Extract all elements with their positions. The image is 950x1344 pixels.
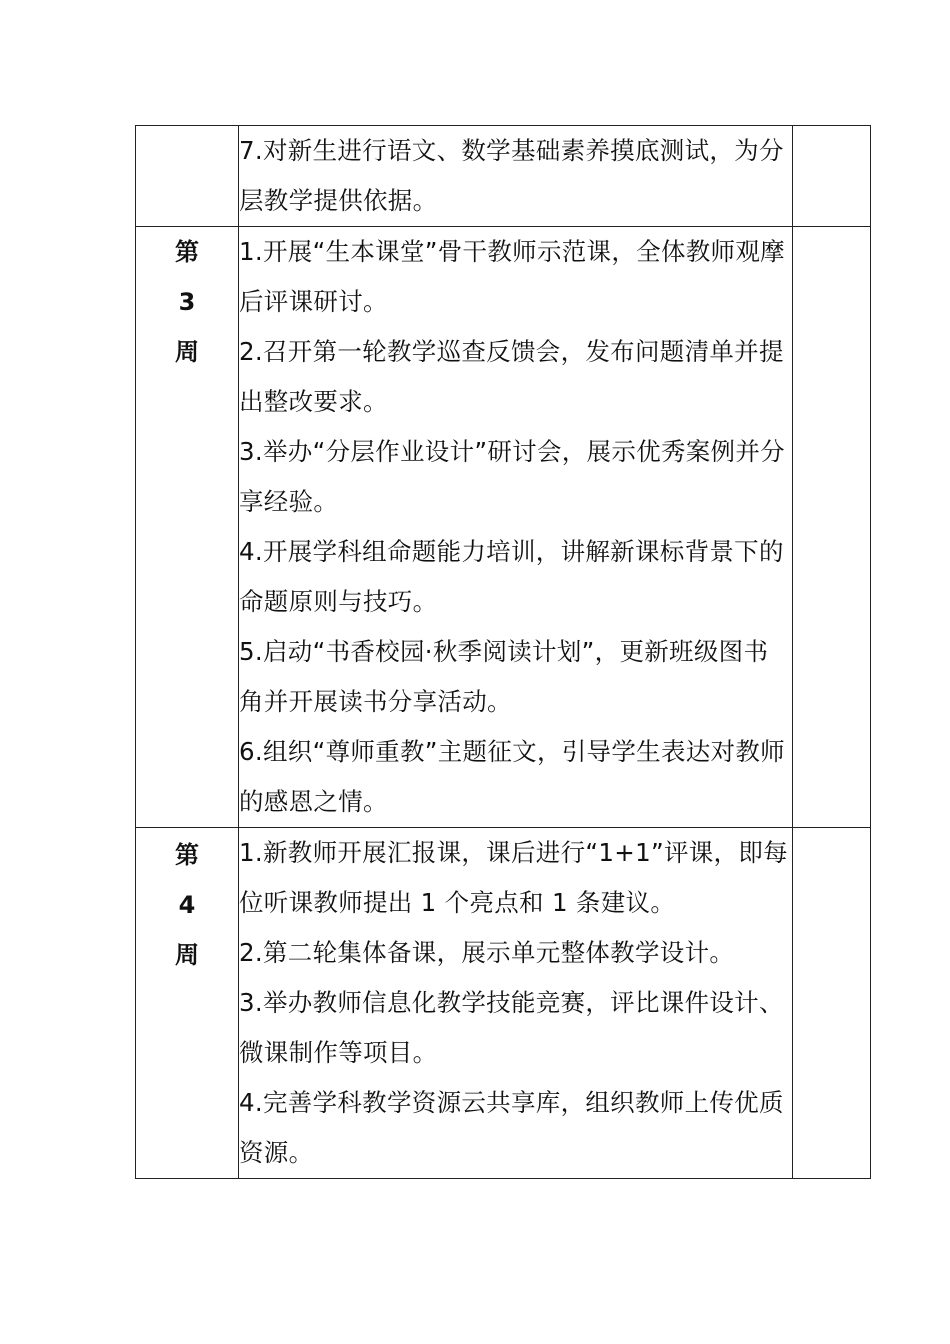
week-cell <box>136 126 239 227</box>
week-label-char: 周 <box>175 941 199 969</box>
table-row <box>136 126 871 227</box>
table-row <box>136 227 871 828</box>
list-item: 7.对新生进行语文、数学基础素养摸底测试，为分层教学提供依据。 <box>239 136 784 215</box>
week-label-char: 第 <box>175 841 199 869</box>
content-cell <box>239 828 793 1179</box>
note-cell <box>793 126 871 227</box>
note-cell <box>793 227 871 828</box>
week-cell <box>136 828 239 1179</box>
list-item: 3.举办“分层作业设计”研讨会，展示优秀案例并分享经验。 <box>239 437 785 516</box>
week-number: 4 <box>178 891 196 919</box>
week-number: 3 <box>178 288 196 316</box>
table-row <box>136 828 871 1179</box>
schedule-table <box>135 125 871 1179</box>
list-item: 1.新教师开展汇报课，课后进行“1+1”评课，即每位听课教师提出 1 个亮点和 1 条建议。 <box>239 838 788 917</box>
list-item: 6.组织“尊师重教”主题征文，引导学生表达对教师的感恩之情。 <box>239 737 785 816</box>
week-label-char: 第 <box>175 238 199 266</box>
week-label-char: 周 <box>175 338 199 366</box>
note-cell <box>793 828 871 1179</box>
list-item: 4.开展学科组命题能力培训，讲解新课标背景下的命题原则与技巧。 <box>239 537 784 616</box>
list-item: 5.启动“书香校园·秋季阅读计划”，更新班级图书角并开展读书分享活动。 <box>239 637 769 716</box>
list-item: 3.举办教师信息化教学技能竞赛，评比课件设计、微课制作等项目。 <box>239 988 784 1067</box>
list-item: 2.召开第一轮教学巡查反馈会，发布问题清单并提出整改要求。 <box>239 337 784 416</box>
list-item: 2.第二轮集体备课，展示单元整体教学设计。 <box>239 938 735 967</box>
list-item: 1.开展“生本课堂”骨干教师示范课，全体教师观摩后评课研讨。 <box>239 237 785 316</box>
week-cell <box>136 227 239 828</box>
content-cell <box>239 227 793 828</box>
list-item: 4.完善学科教学资源云共享库，组织教师上传优质资源。 <box>239 1088 784 1167</box>
content-cell <box>239 126 793 227</box>
